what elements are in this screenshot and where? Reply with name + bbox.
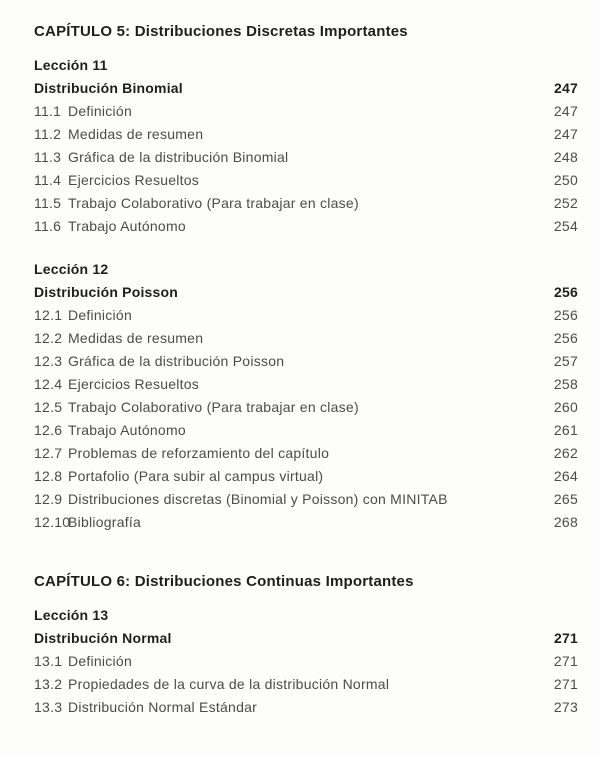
toc-entry-page: 271 [553, 676, 578, 692]
toc-entry [34, 419, 578, 442]
toc-entry-page: 258 [553, 376, 578, 392]
lesson-name: Lección 11 [34, 57, 108, 73]
toc-entry [34, 100, 578, 123]
toc-entry-page: 252 [553, 195, 578, 211]
toc-entry-title: Portafolio (Para subir al campus virtual) [68, 468, 324, 484]
chapter-heading: CAPÍTULO 5: Distribuciones Discretas Importantes [34, 23, 408, 40]
toc-entry-number: 11.1 [34, 103, 62, 119]
toc-entry-number: 12.4 [34, 376, 63, 392]
toc-entry-number: 11.2 [34, 126, 62, 142]
toc-entry-title: Medidas de resumen [68, 126, 204, 142]
toc-entry-number: 12.6 [34, 422, 63, 438]
toc-entry [34, 511, 578, 534]
toc-entry [34, 192, 578, 215]
lesson-block [34, 258, 578, 534]
toc-entry-title: Gráfica de la distribución Poisson [68, 353, 285, 369]
toc-entry [34, 146, 578, 169]
lesson-name: Lección 12 [34, 261, 109, 277]
toc-entry-number: 11.4 [34, 172, 62, 188]
toc-entry [34, 215, 578, 238]
toc-entry-title: Definición [68, 103, 132, 119]
toc-entry [34, 327, 578, 350]
toc-entry-number: 11.5 [34, 195, 62, 211]
toc-entry [34, 373, 578, 396]
toc-entry-number: 12.5 [34, 399, 63, 415]
lesson-name: Lección 13 [34, 607, 109, 623]
toc-entry-title: Problemas de reforzamiento del capítulo [68, 445, 330, 461]
toc-entry-page: 264 [553, 468, 578, 484]
toc-entry-title: Gráfica de la distribución Binomial [68, 149, 289, 165]
chapter-heading: CAPÍTULO 6: Distribuciones Continuas Importantes [34, 573, 414, 590]
toc-entry-page: 261 [553, 422, 578, 438]
toc-entry [34, 123, 578, 146]
toc-entry-number: 12.9 [34, 491, 63, 507]
toc-entry-title: Trabajo Colaborativo (Para trabajar en clase) [68, 399, 359, 415]
toc-entry-page: 256 [553, 307, 578, 323]
chapter-section [34, 572, 578, 719]
toc-entry-title: Trabajo Autónomo [68, 422, 186, 438]
toc-entry-title: Ejercicios Resueltos [68, 172, 200, 188]
toc-entry-number: 12.7 [34, 445, 63, 461]
toc-entry-number: 12.8 [34, 468, 63, 484]
toc-entry-list [34, 650, 578, 719]
toc-entry-number: 12.10 [34, 514, 71, 530]
toc-entry-page: 265 [553, 491, 578, 507]
lesson-title: Distribución Binomial [34, 80, 183, 96]
toc-entry [34, 696, 578, 719]
toc-entry-title: Distribución Normal Estándar [68, 699, 258, 715]
toc-entry-title: Trabajo Autónomo [68, 218, 186, 234]
toc-entry-number: 12.1 [34, 307, 63, 323]
toc-entry-page: 248 [553, 149, 578, 165]
toc-entry [34, 442, 578, 465]
toc-sections [34, 22, 578, 719]
toc-entry-title: Trabajo Colaborativo (Para trabajar en clase) [68, 195, 359, 211]
lesson-block [34, 604, 578, 719]
toc-entry-page: 247 [553, 103, 578, 119]
toc-entry-number: 13.3 [34, 699, 63, 715]
toc-entry [34, 673, 578, 696]
toc-entry-page: 250 [553, 172, 578, 188]
toc-entry-page: 262 [553, 445, 578, 461]
lesson-page-number: 247 [554, 80, 578, 96]
lesson-title: Distribución Normal [34, 630, 172, 646]
toc-entry-list [34, 304, 578, 534]
toc-entry-page: 268 [553, 514, 578, 530]
lesson-list [34, 604, 578, 719]
toc-entry [34, 304, 578, 327]
toc-entry-number: 11.3 [34, 149, 62, 165]
toc-entry [34, 396, 578, 419]
toc-entry-number: 11.6 [34, 218, 62, 234]
toc-entry-page: 256 [553, 330, 578, 346]
lesson-title: Distribución Poisson [34, 284, 179, 300]
toc-entry-page: 254 [553, 218, 578, 234]
toc-entry-page: 273 [553, 699, 578, 715]
toc-entry-page: 260 [553, 399, 578, 415]
lesson-title-row [34, 281, 578, 304]
toc-entry-title: Definición [68, 307, 132, 323]
toc-entry-number: 12.3 [34, 353, 63, 369]
lesson-block [34, 54, 578, 238]
lesson-list [34, 54, 578, 534]
toc-entry-number: 12.2 [34, 330, 63, 346]
lesson-title-row [34, 77, 578, 100]
toc-entry-number: 13.1 [34, 653, 63, 669]
lesson-page-number: 256 [554, 284, 578, 300]
chapter-section [34, 22, 578, 534]
toc-entry-number: 13.2 [34, 676, 63, 692]
toc-entry [34, 350, 578, 373]
toc-entry-title: Ejercicios Resueltos [68, 376, 200, 392]
toc-entry-title: Distribuciones discretas (Binomial y Poisson) con MINITAB [68, 491, 448, 507]
toc-entry-title: Definición [68, 653, 132, 669]
toc-entry-page: 257 [553, 353, 578, 369]
toc-entry [34, 465, 578, 488]
toc-entry-title: Propiedades de la curva de la distribución Normal [68, 676, 390, 692]
lesson-page-number: 271 [554, 630, 578, 646]
toc-entry-page: 247 [553, 126, 578, 142]
toc-entry [34, 488, 578, 511]
toc-entry-page: 271 [553, 653, 578, 669]
toc-entry [34, 169, 578, 192]
toc-entry [34, 650, 578, 673]
toc-entry-list [34, 100, 578, 238]
toc-entry-title: Bibliografía [68, 514, 142, 530]
lesson-title-row [34, 627, 578, 650]
toc-entry-title: Medidas de resumen [68, 330, 204, 346]
